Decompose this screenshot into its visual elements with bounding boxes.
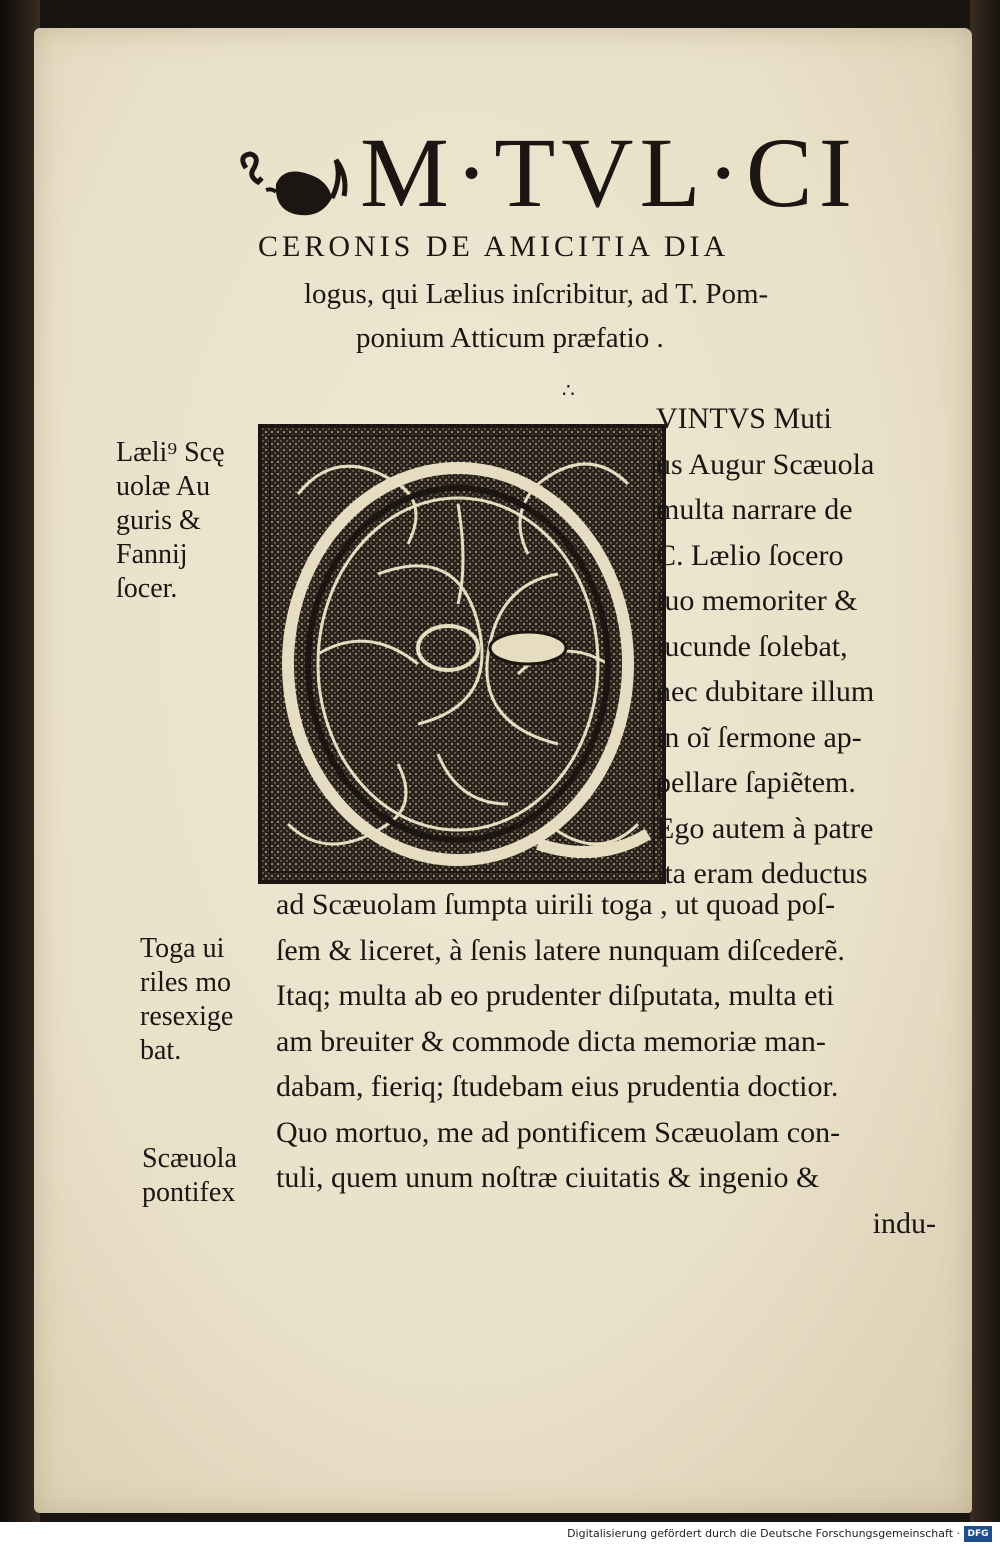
marginal-note-scaevola: [142, 1142, 237, 1210]
text-line: ad Scæuolam ſumpta uirili toga , ut quoad poſ-: [276, 888, 836, 921]
text-line: ſem & liceret, à ſenis latere nunquam diſcederẽ.: [276, 933, 845, 967]
fleuron-ornament-icon: [236, 148, 356, 222]
marginal-line: Toga ui: [140, 933, 225, 964]
text-line: ita eram deductus: [656, 857, 868, 890]
text-line: dabam, fieriq; ſtudebam eius prudentia doctior.: [276, 1070, 839, 1103]
text-line: indu-: [872, 1206, 936, 1240]
title-line-1: CERONIS DE AMICITIA DIA: [258, 230, 730, 263]
text-line: ſuo memoriter &: [656, 584, 858, 617]
ornament-dots: ∴: [562, 378, 575, 402]
text-line: in oĩ ſermone ap-: [656, 720, 862, 754]
title-heading: M·TVL·CI: [360, 117, 858, 228]
marginal-line: resexige: [140, 1001, 234, 1032]
text-line: tuli, quem unum noſtræ ciuitatis & ingenio &: [276, 1161, 820, 1194]
dfg-logo: DFG: [964, 1526, 992, 1542]
text-line: Ego autem à patre: [656, 811, 874, 845]
text-line: us Augur Scæuola: [656, 447, 875, 481]
marginal-line: Fannij: [116, 539, 188, 570]
column-text: [656, 396, 936, 897]
marginal-line: bat.: [140, 1035, 182, 1066]
text-line: iucunde ſolebat,: [656, 629, 848, 663]
title-line-3: ponium Atticum præfatio .: [356, 322, 664, 354]
page-edge: [970, 0, 1000, 1546]
footer-bar: [0, 1522, 1000, 1546]
text-line: am breuiter & commode dicta memoriæ man-: [276, 1024, 826, 1058]
body-text: [276, 882, 936, 1246]
marginal-line: ſocer.: [116, 573, 178, 604]
text-line: VINTVS Muti: [656, 402, 832, 435]
text-line: Quo mortuo, me ad pontificem Scæuolam con-: [276, 1115, 841, 1149]
marginal-note-toga: [140, 932, 233, 1068]
text-line: pellare ſapiẽtem.: [656, 766, 856, 799]
marginal-line: pontifex: [142, 1177, 236, 1208]
text-line: C. Lælio ſocero: [656, 538, 844, 572]
marginal-note-laelius: [116, 436, 225, 606]
marginal-line: riles mo: [140, 967, 231, 998]
funding-credit: Digitalisierung gefördert durch die Deutsche Forschungsgemeinschaft ·: [567, 1527, 960, 1540]
text-line: nec dubitare illum: [656, 675, 875, 708]
marginal-line: guris &: [116, 505, 201, 536]
text-line: Itaq; multa ab eo prudenter diſputata, multa eti: [276, 979, 835, 1012]
marginal-line: uolæ Au: [116, 471, 211, 502]
decorated-initial-q: [258, 424, 666, 884]
title-line-2: logus, qui Lælius inſcribitur, ad T. Pom-: [304, 278, 769, 310]
marginal-line: Læli⁹ Scę: [116, 437, 225, 468]
text-line: multa narrare de: [656, 493, 853, 526]
marginal-line: Scæuola: [142, 1143, 237, 1174]
